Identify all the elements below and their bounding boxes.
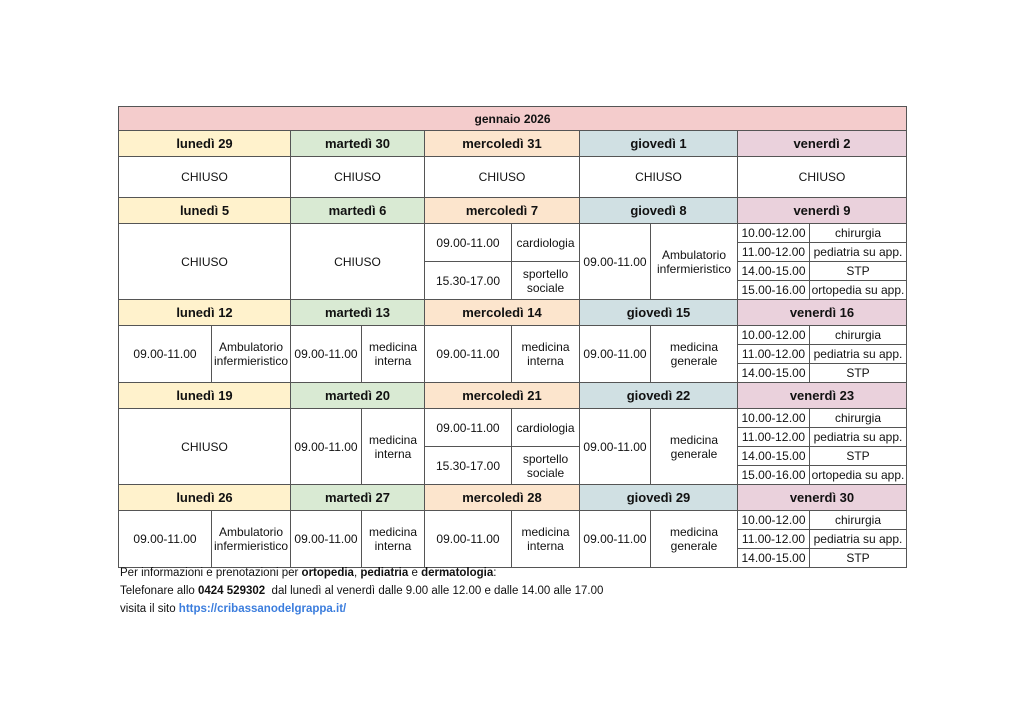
week-header-row: [119, 485, 907, 511]
day-header-friday: venerdì 16: [738, 300, 907, 326]
time-cell: 09.00-11.00: [580, 326, 651, 383]
week-content-row: [119, 511, 907, 530]
friday-time-cell: 11.00-12.00: [738, 428, 810, 447]
service-cell: sportello sociale: [512, 447, 580, 485]
friday-service-cell: chirurgia: [810, 409, 907, 428]
friday-time-cell: 15.00-16.00: [738, 466, 810, 485]
day-header-monday: lunedì 19: [119, 383, 291, 409]
friday-service-cell: pediatria su app.: [810, 243, 907, 262]
closed-cell: CHIUSO: [580, 157, 738, 198]
day-header-monday: lunedì 12: [119, 300, 291, 326]
footer-text: Per informazioni e prenotazioni per: [120, 567, 302, 579]
friday-time-cell: 14.00-15.00: [738, 549, 810, 568]
service-cell: cardiologia: [512, 224, 580, 262]
time-cell: 09.00-11.00: [580, 224, 651, 300]
friday-service-cell: ortopedia su app.: [810, 466, 907, 485]
footer-line-phone: [120, 582, 603, 600]
day-header-monday: lunedì 5: [119, 198, 291, 224]
closed-cell: CHIUSO: [119, 157, 291, 198]
week-header-row: [119, 383, 907, 409]
friday-service-cell: chirurgia: [810, 224, 907, 243]
day-header-thursday: giovedì 1: [580, 131, 738, 157]
day-header-wednesday: mercoledì 28: [425, 485, 580, 511]
day-header-thursday: giovedì 22: [580, 383, 738, 409]
service-cell: medicina interna: [362, 409, 425, 485]
day-header-thursday: giovedì 29: [580, 485, 738, 511]
service-cell: medicina generale: [651, 409, 738, 485]
footer-text: :: [493, 567, 497, 579]
friday-service-cell: ortopedia su app.: [810, 281, 907, 300]
time-cell: 09.00-11.00: [425, 511, 512, 568]
footer-text: e: [408, 567, 422, 579]
service-cell: medicina interna: [362, 511, 425, 568]
dermatologia-label: dermatologia: [421, 567, 494, 579]
time-cell: 09.00-11.00: [425, 326, 512, 383]
day-header-thursday: giovedì 8: [580, 198, 738, 224]
ortopedia-label: ortopedia: [301, 567, 354, 579]
friday-service-cell: STP: [810, 364, 907, 383]
friday-time-cell: 11.00-12.00: [738, 345, 810, 364]
service-cell: Ambulatorio infermieristico: [651, 224, 738, 300]
friday-service-cell: chirurgia: [810, 511, 907, 530]
service-cell: medicina generale: [651, 511, 738, 568]
service-cell: medicina interna: [512, 326, 580, 383]
footer-info: [120, 564, 603, 618]
service-cell: medicina interna: [512, 511, 580, 568]
day-header-wednesday: mercoledì 14: [425, 300, 580, 326]
friday-service-cell: STP: [810, 549, 907, 568]
week-content-row: [119, 409, 907, 428]
friday-time-cell: 11.00-12.00: [738, 243, 810, 262]
friday-service-cell: pediatria su app.: [810, 428, 907, 447]
friday-time-cell: 14.00-15.00: [738, 447, 810, 466]
footer-line-site: [120, 600, 603, 618]
closed-cell: CHIUSO: [119, 224, 291, 300]
footer-text: Telefonare allo: [120, 585, 198, 597]
closed-cell: CHIUSO: [425, 157, 580, 198]
month-title: gennaio 2026: [119, 107, 907, 131]
time-cell: 15.30-17.00: [425, 447, 512, 485]
time-cell: 09.00-11.00: [119, 326, 212, 383]
time-cell: 09.00-11.00: [291, 326, 362, 383]
closed-cell: CHIUSO: [119, 409, 291, 485]
day-header-tuesday: martedì 30: [291, 131, 425, 157]
day-header-monday: lunedì 26: [119, 485, 291, 511]
service-cell: cardiologia: [512, 409, 580, 447]
time-cell: 09.00-11.00: [291, 511, 362, 568]
day-header-thursday: giovedì 15: [580, 300, 738, 326]
time-cell: 09.00-11.00: [291, 409, 362, 485]
friday-time-cell: 14.00-15.00: [738, 364, 810, 383]
friday-time-cell: 14.00-15.00: [738, 262, 810, 281]
day-header-friday: venerdì 9: [738, 198, 907, 224]
footer-text: dal lunedì al venerdì dalle 9.00 alle 12.00 e dalle 14.00 alle 17.00: [265, 585, 604, 597]
week-header-row: [119, 300, 907, 326]
phone-number: 0424 529302: [198, 585, 266, 597]
week-header-row: [119, 198, 907, 224]
time-cell: 09.00-11.00: [425, 224, 512, 262]
time-cell: 09.00-11.00: [119, 511, 212, 568]
friday-time-cell: 15.00-16.00: [738, 281, 810, 300]
day-header-monday: lunedì 29: [119, 131, 291, 157]
day-header-tuesday: martedì 27: [291, 485, 425, 511]
day-header-tuesday: martedì 13: [291, 300, 425, 326]
closed-cell: CHIUSO: [291, 157, 425, 198]
friday-time-cell: 10.00-12.00: [738, 224, 810, 243]
friday-service-cell: pediatria su app.: [810, 345, 907, 364]
time-cell: 15.30-17.00: [425, 262, 512, 300]
service-cell: sportello sociale: [512, 262, 580, 300]
day-header-tuesday: martedì 20: [291, 383, 425, 409]
closed-cell: CHIUSO: [738, 157, 907, 198]
schedule-table: [118, 106, 907, 568]
service-cell: Ambulatorio infermieristico: [212, 511, 291, 568]
service-cell: medicina interna: [362, 326, 425, 383]
day-header-tuesday: martedì 6: [291, 198, 425, 224]
footer-line-info: [120, 564, 603, 582]
footer-text: visita il sito: [120, 603, 179, 615]
friday-time-cell: 10.00-12.00: [738, 409, 810, 428]
week-content-row: [119, 326, 907, 345]
time-cell: 09.00-11.00: [580, 409, 651, 485]
day-header-friday: venerdì 2: [738, 131, 907, 157]
friday-service-cell: chirurgia: [810, 326, 907, 345]
day-header-wednesday: mercoledì 31: [425, 131, 580, 157]
time-cell: 09.00-11.00: [425, 409, 512, 447]
time-cell: 09.00-11.00: [580, 511, 651, 568]
friday-service-cell: pediatria su app.: [810, 530, 907, 549]
friday-time-cell: 10.00-12.00: [738, 326, 810, 345]
week-content-row: [119, 157, 907, 198]
service-cell: medicina generale: [651, 326, 738, 383]
footer-text: ,: [353, 567, 361, 579]
service-cell: Ambulatorio infermieristico: [212, 326, 291, 383]
friday-time-cell: 11.00-12.00: [738, 530, 810, 549]
day-header-friday: venerdì 30: [738, 485, 907, 511]
pediatria-label: pediatria: [360, 567, 409, 579]
day-header-wednesday: mercoledì 21: [425, 383, 580, 409]
website-link[interactable]: https://cribassanodelgrappa.it/: [178, 603, 347, 615]
week-header-row: [119, 131, 907, 157]
friday-service-cell: STP: [810, 262, 907, 281]
friday-time-cell: 10.00-12.00: [738, 511, 810, 530]
day-header-friday: venerdì 23: [738, 383, 907, 409]
day-header-wednesday: mercoledì 7: [425, 198, 580, 224]
friday-service-cell: STP: [810, 447, 907, 466]
closed-cell: CHIUSO: [291, 224, 425, 300]
week-content-row: [119, 224, 907, 243]
